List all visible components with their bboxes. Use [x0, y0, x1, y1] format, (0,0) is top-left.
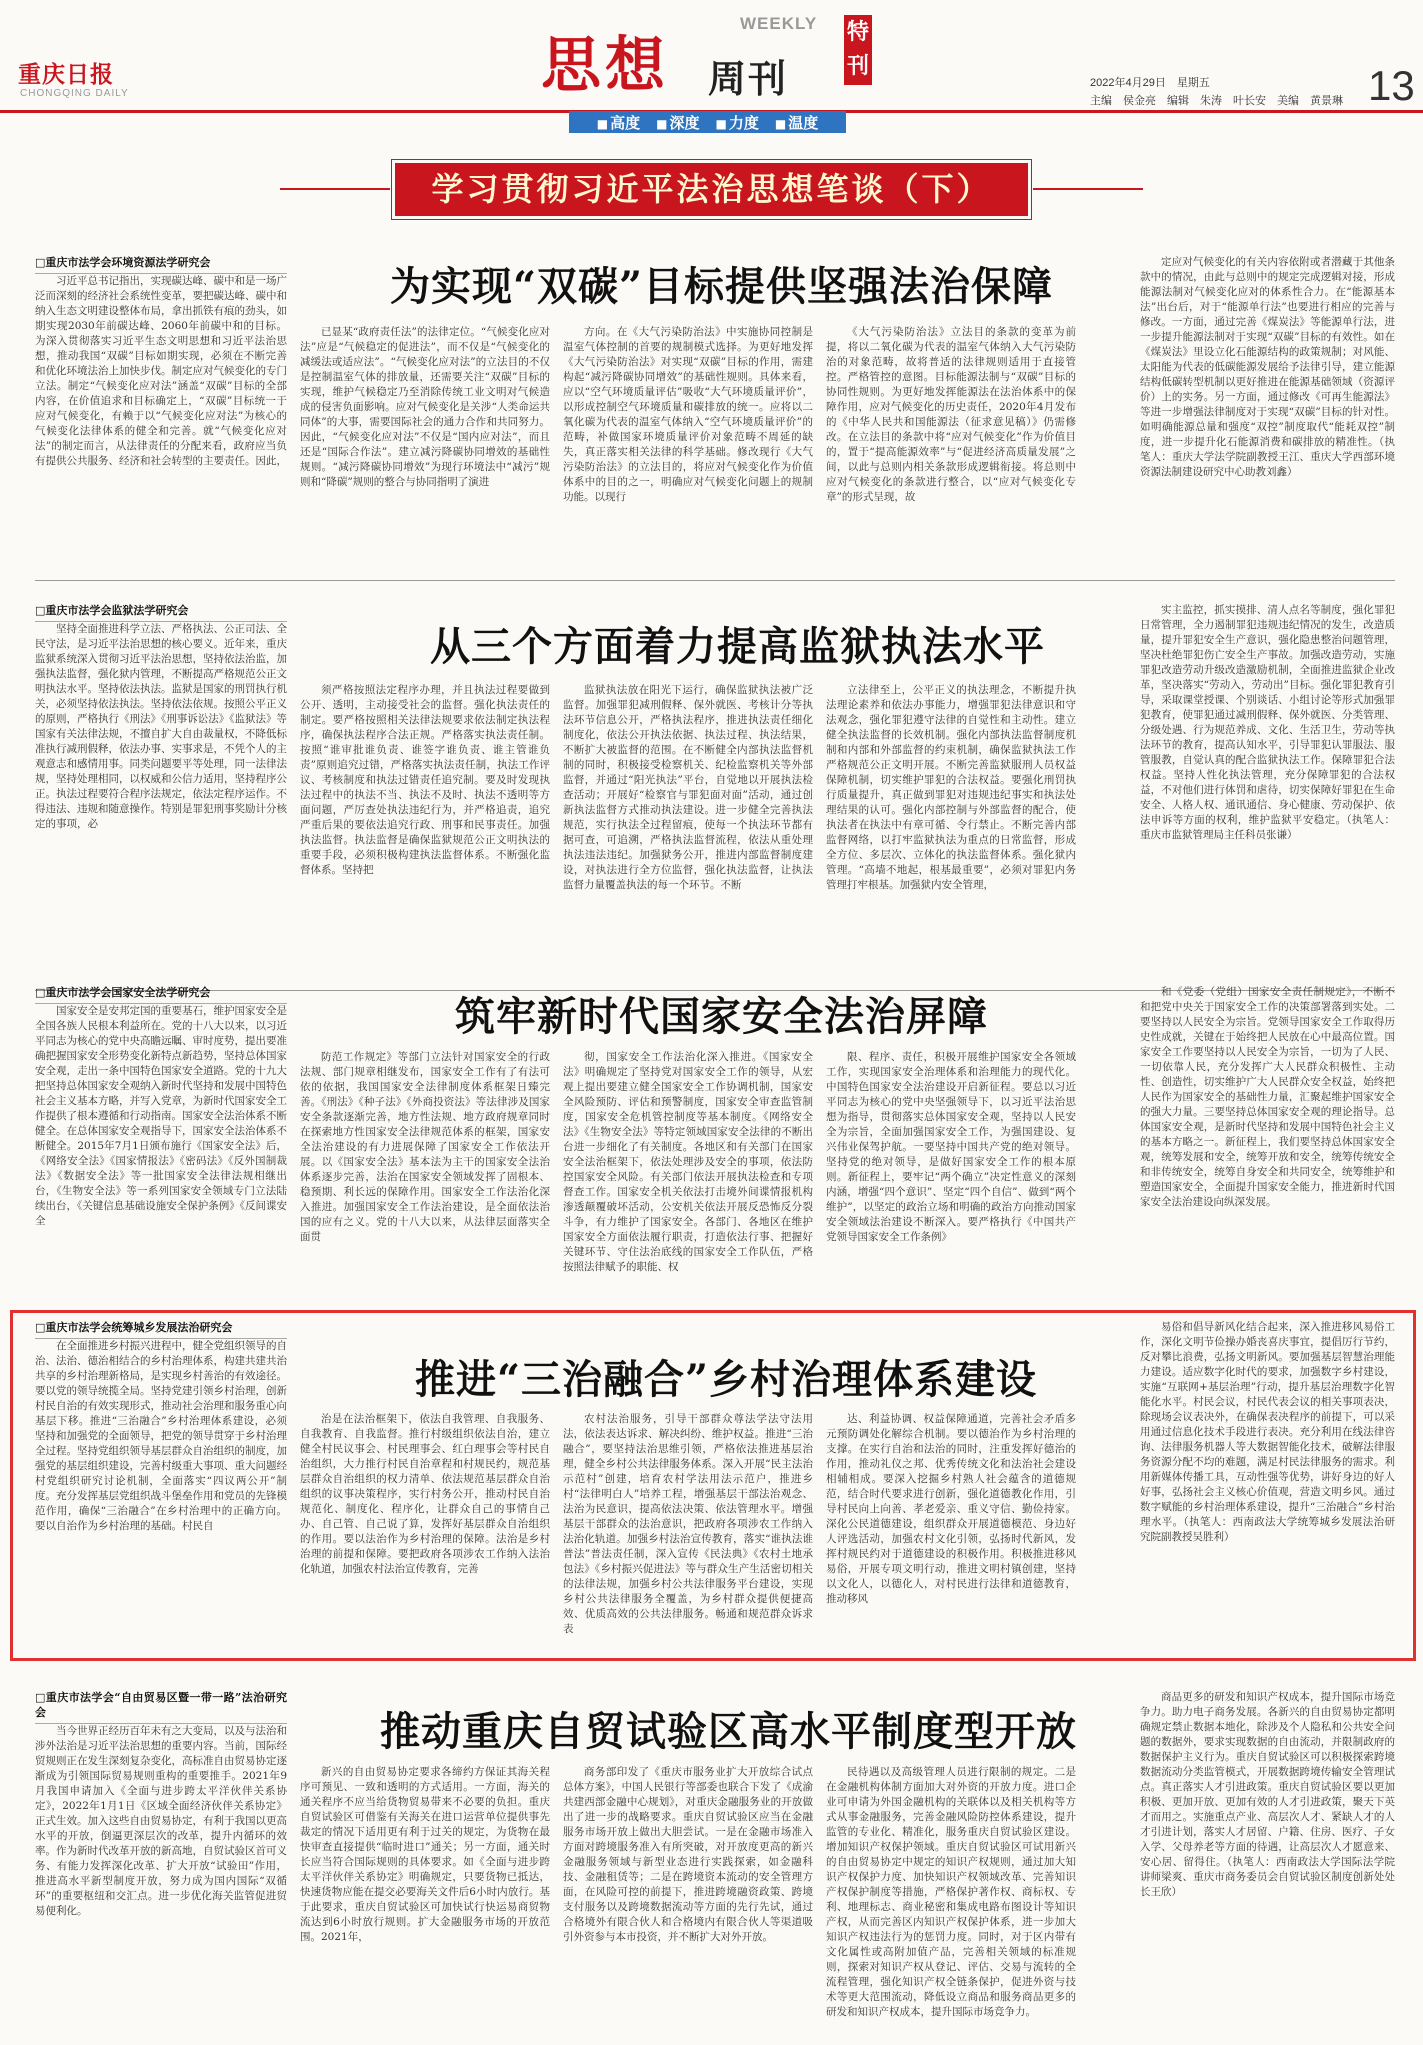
- article-column: [300, 325, 550, 543]
- article-text: 易俗和倡导新风化结合起来，深入推进移风易俗工作，深化文明节俭操办婚丧喜庆事宜，提倡厉行节约，反对攀比浪费，弘扬文明新风。要加强基层智慧治理能力建设。适应数字化时代的要求，加强数字乡村建设，实施“互联网+基层治理”行动，提升基层治理数字化智能化水平。村民会议，村民代表会议的相关事项表决，除现场会议表决外，在确保表决程序的前提下，可以采用通过信息化技术手段进行表决。充分利用在线法律咨询、法律服务机器人等大数据智能化技术，破解法律服务资源分配不均的难题，满足村民法律服务的需求。利用新媒体传播工具，互动性强等优势，讲好身边的好人好事，弘扬社会主义核心价值观，营造文明乡风。通过数字赋能的乡村治理体系建设，提升“三治融合”乡村治理水平。（执笔人：西南政法大学统筹城乡发展法治研究院副教授吴胜利）: [1140, 1321, 1395, 1543]
- article-text: 达、利益协调、权益保障通道，完善社会矛盾多元预防调处化解综合机制。要以德治作为乡村治理的支撑。在实行自治和法治的同时，注重发挥好德治的作用，推动礼仪之邦、优秀传统文化和法治社会建设相辅相成。要深入挖掘乡村熟人社会蕴含的道德规范，结合时代要求进行创新，强化道德教化作用，引导村民向上向善、孝老爱亲、重义守信、勤俭持家。深化公民道德建设，组织群众开展道德模范、身边好人评选活动，加强农村文化引领，弘扬时代新风，发挥村规民约对于道德建设的积极作用。积极推进移风易俗，开展专项文明行动，推进文明村镇创建，坚持以文化人，以德化人，对村民进行法律和道德教育，推动移风: [826, 1413, 1076, 1605]
- article-column: [563, 683, 813, 958]
- article-text: 国家安全是安邦定国的重要基石，维护国家安全是全国各族人民根本利益所在。党的十八大以来，以习近平同志为核心的党中央高瞻远瞩、审时度势，提出要准确把握国家安全形势变化新特点新趋势，坚持总体国家安全观，走出一条中国特色国家安全道路。党的十九大把坚持总体国家安全观纳入新时代坚持和发展中国特色社会主义基本方略，并写入党章，为新时代国家安全工作提供了根本遵循和行动指南。国家安全法治体系不断健全。在总体国家安全观指导下，国家安全法治体系不断健全。2015年7月1日颁布施行《国家安全法》后，《网络安全法》《国家情报法》《密码法》《反外国制裁法》《数据安全法》等一批国家安全法律法规相继出台，《生物安全法》等一系列国家安全领域专门立法陆续出台，《关键信息基础设施安全保护条例》《反间谍安全: [35, 1005, 287, 1227]
- newspaper-logo: 重庆日报: [18, 61, 114, 88]
- article-column: [300, 683, 550, 958]
- article-column: [300, 1412, 550, 1640]
- article-text: 实主监控，抓实摸排、清人点名等制度，强化罪犯日常管理，全力遏制罪犯违规违纪情况的发生，改造质量，提升罪犯安全生产意识，强化隐患整治问题管理，坚决杜绝罪犯伤亡安全生产事故。加强改造劳动，实施罪犯改造劳动升级改造激励机制，全面推进监狱企业改革，坚决落实“劳动入，劳动出”目标。强化罪犯教育引导，采取课堂授课、个别谈话、小组讨论等形式加强罪犯教育，使罪犯通过减刑假释、保外就医、分类管理、分级处遇、行为规范养成、文化、生活卫生，劳动等执法环节的教育，提高认知水平，引导罪犯认罪服法、服管服教，自觉认真的配合监狱执法工作。保障罪犯合法权益。坚持人性化执法管理，充分保障罪犯的合法权益，不对他们进行体罚和虐待，切实保障好罪犯在生命安全、人格人权、通讯通信、身心健康、劳动保护、依法申诉等方面的权利，维护监狱平安稳定。（执笔人：重庆市监狱管理局主任科员张谦）: [1140, 604, 1395, 841]
- banner-wing: [280, 188, 390, 190]
- article-text: 方向。在《大气污染防治法》中实施协同控制是温室气体控制的首要的规制模式选择。为更好地发挥《大气污染防治法》对实现“双碳”目标的作用，需建构起“减污降碳协同增效”的基础性规则。具体来看，应以“空气环境质量评估”吸收“大气环境质量评价”，以形成控制空气环境质量和碳排放的统一。应将以二氧化碳为代表的温室气体纳入“空气环境质量评价”的范畴，补做国家环境质量评价对象范畴不周延的缺失，真正落实相关法律的科学基础。修改现行《大气污染防治法》的立法目的，将应对气候变化作为价值体系中的目的之一，明确应对气候变化问题上的规制功能。以现行: [563, 326, 813, 503]
- article-text: 农村法治服务，引导干部群众尊法学法守法用法，依法表达诉求、解决纠纷、维护权益。推进“三治融合”，要坚持法治思维引领，严格依法推进基层治理，健全乡村公共法律服务体系。深入开展“民主法治示范村”创建，培育农村学法用法示范户，推进乡村“法律明白人”培养工程，增强基层干部法治观念、法治为民意识，提高依法决策、依法管理水平。增强基层干部群众的法治意识，把政府各项涉农工作纳入法治化轨道。加强乡村法治宣传教育，落实“谁执法谁普法”普法责任制，深入宣传《民法典》《农村土地承包法》《乡村振兴促进法》等与群众生产生活密切相关的法律法规，加强乡村公共法律服务平台建设，实现乡村公共法律服务全覆盖，为乡村群众提供便捷高效、优质高效的公共法律服务。畅通和规范群众诉求表: [563, 1413, 813, 1635]
- article-column: [35, 985, 287, 1290]
- editors-line: 主编 侯金亮 编辑 朱涛 叶长安 美编 黄景琳: [1090, 95, 1343, 107]
- section-divider: [35, 580, 1395, 581]
- article-column: [1140, 603, 1395, 958]
- article-text: 《大气污染防治法》立法目的条款的变革为前提，将以二氧化碳为代表的温室气体纳入大气污染防治的对象范畴，故将普适的法律规则适用于直接管控。严格管控的意图。目标能源法制与“双碳”目标的协同性规则。为更好地发挥能源法在法治体系中的保障作用，应对气候变化的历史责任，2020年4月发布的《中华人民共和国能源法（征求意见稿）》仍需修改。在立法目的条款中将“应对气候变化”作为价值目的，置于“提高能源效率”与“促进经济高质量发展”之间，以此与总则内相关条款形成逻辑衔接。将总则中应对气候变化的条款进行整合，以“应对气候变化专章”的形式呈现，故: [826, 326, 1076, 503]
- article-org: □重庆市法学会国家安全法学研究会: [35, 985, 287, 1004]
- article-text: 监狱执法放在阳光下运行，确保监狱执法被广泛监督。加强罪犯减刑假释、保外就医、考核计分等执法环节信息公开，严格执法程序，推进执法责任细化制度化，依法公开执法依据、执法过程、执法结果，不断扩大被监督的范围。在不断健全内部执法监督机制的同时，积极接受检察机关、纪检监察机关等外部监督，并通过“阳光执法”平台，自觉地以开展执法检查活动；开展好“检察官与罪犯面对面”活动，通过创新执法监督方式推动执法建设。进一步健全完善执法规范，实行执法全过程留痕，使每一个执法环节都有据可查，可追溯，严格执法监督流程，依法从重处理执法违法违纪。加强狱务公开，推进内部监督制度建设，对执法进行全方位监督，强化执法监督，让执法监督力量覆盖执法的每一个环节。不断: [563, 684, 813, 891]
- article-column: [1140, 1690, 1395, 2030]
- article-text: 当今世界正经历百年未有之大变局，以及与法治和涉外法治是习近平法治思想的重要内容。当前，国际经贸规则正在发生深刻复杂变化，高标准自由贸易协定逐渐成为引领国际贸易规则重构的重要推手。2021年9月我国申请加入《全面与进步跨太平洋伙伴关系协定》，2022年1月1日《区域全面经济伙伴关系协定》正式生效。加入这些自由贸易协定，有利于我国以更高水平的开放，倒逼更深层次的改革，提升内循环的效率。作为新时代改革开放的新高地，自贸试验区首可义务、有能力发挥深化改革、扩大开放“试验田”作用，推进高水平新型制度开放，努力成为国内国际“双循环”的重要枢纽和交汇点。进一步优化海关监管促进贸易便利化。: [35, 1725, 287, 1917]
- article-column: [300, 1765, 550, 2030]
- article-column: [826, 683, 1076, 958]
- article-text: 定应对气候变化的有关内容依附或者潜藏于其他条款中的情况，由此与总则中的规定完成逻辑对接，形成能源法制对气候变化应对的体系性合力。在“能源基本法”出台后，对于“能源单行法”也要进行相应的完善与修改。一方面，通过完善《煤炭法》等能源单行法，进一步提升能源法制对于实现“双碳”目标的有效性。如在《煤炭法》里设立化石能源结构的政策规制；对风能、太阳能为代表的低碳能源发展给予法律引导，建立能源结构低碳转型机制以更好推进在能源基础领域（资源评价）上的实务。另一方面，通过修改《可再生能源法》等进一步增强法律制度对于实现“双碳”目标的针对性。如明确能源总量和强度“双控”制度取代“能耗双控”制度，进一步提升化石能源消费和碳排放的精准性。（执笔人：重庆大学法学院副教授王江、重庆大学西部环境资源法制建设研究中心助教刘鑫）: [1140, 256, 1395, 478]
- issue-date: 2022年4月29日 星期五: [1090, 77, 1210, 89]
- series-banner: 学习贯彻习近平法治思想笔谈（下）: [395, 163, 1028, 216]
- article-column: [35, 603, 287, 958]
- article-headline: 推进“三治融合”乡村治理体系建设: [415, 1356, 1038, 1403]
- article-column: [300, 1050, 550, 1290]
- tag-bar: [569, 111, 846, 133]
- article-text: 限、程序、责任，积极开展维护国家安全各领域工作，实现国家安全治理体系和治理能力的现代化。中国特色国家安全法治建设开启新征程。要总以习近平同志为核心的党中央坚强领导下，以习近平法治思想为指导，贯彻落实总体国家安全观，坚持以人民安全为宗旨，全面加强国家安全工作，为强国建设、复兴伟业保驾护航。一要坚持中国共产党的绝对领导。坚持党的绝对领导，是做好国家安全工作的根本原则。新征程上，要牢记“两个确立”决定性意义的深刻内涵，增强“四个意识”、坚定“四个自信”、做到“两个维护”，以坚定的政治立场和明确的政治方向推动国家安全领域法治建设不断深入。要严格执行《中国共产党领导国家安全工作条例》: [826, 1051, 1076, 1243]
- article-column: [1140, 985, 1395, 1290]
- banner-wing: [1033, 188, 1143, 190]
- newspaper-logo-sub: CHONGQING DAILY: [20, 88, 129, 99]
- article-column: [826, 1050, 1076, 1290]
- tag-item: ■ 高度: [596, 113, 641, 132]
- article-text: 和《党委（党组）国家安全责任制规定》，不断不和把党中央关于国家安全工作的决策部署落到实处。二要坚持以人民安全为宗旨。党领导国家安全工作取得历史性成就，关键在于始终把人民放在心中最高位置。国家安全工作要坚持以人民安全为宗旨，一切为了人民、一切依靠人民，充分发挥广大人民群众积极性、主动性、创造性，切实维护广大人民群众安全权益，始终把人民作为国家安全的基础性力量，汇聚起维护国家安全的强大力量。三要坚持总体国家安全观的理论指导。总体国家安全观，是新时代坚持和发展中国特色社会主义的基本方略之一。新征程上，我们要坚持总体国家安全观，统筹发展和安全，统筹开放和安全，统筹传统安全和非传统安全，统筹自身安全和共同安全，统筹维护和塑造国家安全，全面提升国家安全能力，推进新时代国家安全法治建设向纵深发展。: [1140, 986, 1395, 1208]
- section-title-sub: 周刊: [708, 56, 789, 101]
- article-column: [563, 1765, 813, 2030]
- section-title: 思想: [541, 31, 669, 101]
- article-org: □重庆市法学会环境资源法学研究会: [35, 255, 287, 274]
- tag-item: ■ 深度: [656, 113, 700, 132]
- article-column: [563, 1412, 813, 1640]
- tag-item: ■ 力度: [715, 113, 759, 132]
- article-text: 商品更多的研发和知识产权成本，提升国际市场竞争力。助力电子商务发展。各新兴的自由贸易协定都明确规定禁止数据本地化，除涉及个人隐私和公共安全问题的数据外，要求实现数据的自由流动，并限制政府的数据保护主义行为。重庆自贸试验区可以积极探索跨境数据流动分类监管模式，开展数据跨境传输安全管理试点。真正落实人才引进政策。重庆自贸试验区要以更加积极、更加开放、更加有效的人才引进政策，聚天下英才而用之。实施重点产业、高层次人才、紧缺人才的人才引进计划，落实人才居留、户籍、住房、医疗、子女入学、父母养老等方面的待遇，让高层次人才愿意来、安心居、留得住。（执笔人：西南政法大学国际法学院讲师梁爽、重庆市商务委员会自贸试验区制度创新处处长王欣）: [1140, 1691, 1395, 1898]
- article-text: 防范工作规定》等部门立法针对国家安全的行政法规、部门规章相继发布，国家安全工作有了有法可依的依据，我国国家安全法律制度体系框架日臻完善。《刑法》《种子法》《外商投资法》等法律涉及国家安全条款逐渐完善，地方性法规、地方政府规章同时在探索地方性国家安全法律规范体系的框架，国家安全法治建设的有力进展保障了国家安全工作依法开展。以《国家安全法》基本法为主干的国家安全法治体系逐步完善，法治在国家安全领域发挥了固根本、稳预期、利长远的保障作用。国家安全工作法治化深入推进。加强国家安全工作法治建设，是全面依法治国的应有之义。党的十八大以来，从法律层面落实全面贯: [300, 1051, 550, 1243]
- article-text: 商务部印发了《重庆市服务业扩大开放综合试点总体方案》，中国人民银行等部委也联合下发了《成渝共建西部金融中心规划》，对重庆金融服务业的开放做出了进一步的战略要求。重庆自贸试验区应当在金融服务市场开放上做出大胆尝试。一是在金融市场准入方面对跨境服务准入有所突破，对开放度更高的新兴金融服务领域与新型业态进行实践探索，如金融科技、金融租赁等；二是在跨境资本流动的安全管理方面，在风险可控的前提下，推进跨境融资政策、跨境支付服务以及跨境数据流动等方面的先行先试，通过合格境外有限合伙人和合格境内有限合伙人等渠道吸引外资参与本市投资，并不断扩大对外开放。: [563, 1766, 813, 1943]
- article-text: 新兴的自由贸易协定要求各缔约方保证其海关程序可预见、一致和透明的方式适用。一方面，海关的通关程序不应当给货物贸易带来不必要的负担。重庆自贸试验区可借鉴有关海关在进口运营单位提供事先裁定的情况下适用更有利于过关的规定，为货物在最快审查直接提供“临时进口”通关；另一方面，通关时长应当符合国际规则的具体要求。如《全面与进步跨太平洋伙伴关系协定》明确规定，只要货物已抵达，快速货物应能在提交必要海关文件后6小时内放行。基于此要求，重庆自贸试验区可加快试行快运易商贸物流达到6小时放行规则。扩大金融服务市场的开放范围。2021年，: [300, 1766, 550, 1943]
- article-text: 已显某“政府责任法”的法律定位。“气候变化应对法”应是“气候稳定的促进法”，而不仅是“气候变化的减缓法或适应法”。“气候变化应对法”的立法目的不仅是控制温室气体的排放量，还需要关注“双碳”目标的实现，维护气候稳定乃至消除传统工业文明对气候造成的侵害负面影响。应对气候变化是关涉“人类命运共同体”的大事，需要国际社会的通力合作和共同努力。因此，“气候变化应对法”不仅是“国内应对法”，而且还是“国际合作法”。建立减污降碳协同增效的基础性规则。“减污降碳协同增效”为现行环境法中“减污”规则和“降碳”规则的整合与协同指明了演进: [300, 326, 550, 488]
- article-text: 立法律至上，公平正义的执法理念，不断提升执法理论素养和依法办事能力，增强罪犯法律意识和守法观念，强化罪犯遵守法律的自觉性和主动性。建立健全执法监督的长效机制。强化内部执法监督制度机制和内部和外部监督的约束机制，确保监狱执法工作严格规范公正文明开展。不断完善监狱服刑人员权益保障机制，切实维护罪犯的合法权益。要强化刑罚执行质量提升，真正做到罪犯对违规违纪事实和执法处理结果的认可。强化内部控制与外部监督的配合，使执法者在执法中有章可循、令行禁止。不断完善内部监督网络，以打牢监狱执法为重点的日常监督，形成全方位、多层次、立体化的执法监督体系。强化狱内管理。“高墙不地起，根基最重要”，必须对罪犯内务管理打牢根基。加强狱内安全管理，: [826, 684, 1076, 891]
- article-text: 须严格按照法定程序办理，并且执法过程要做到公开、透明，主动接受社会的监督。强化执法责任的制定。要严格按照相关法律法规要求依法制定执法程序，确保执法程序合法正规。严格落实执法责任制。按照“谁审批谁负责、谁签字谁负责、谁主管谁负责”原则追究过错，严格落实执法责任制，执法工作评议、考核制度和执法过错责任追究制。要及时发现执法过程中的执法不当、执法不及时、执法不透明等方面问题，严厉查处执法违纪行为，并严格追责，追究严重后果的要依法追究行政、刑事和民事责任。加强执法监督。执法监督是确保监狱规范公正文明执法的重要手段，必须积极构建执法监督体系。不断强化监督体系。坚持把: [300, 684, 550, 876]
- article-column: [1140, 255, 1395, 543]
- article-text: 彻，国家安全工作法治化深入推进。《国家安全法》明确规定了坚持党对国家安全工作的领导，从宏观上提出要建立健全国家安全工作协调机制，国家安全风险预防、评估和预警制度，国家安全审查监管制度，国家安全危机管控制度等基本制度。《网络安全法》《生物安全法》等特定领域国家安全法律的不断出台进一步细化了有关制度。各地区和有关部门在国家安全法治框架下，依法处理涉及安全的事项，依法防控国家安全风险。有关部门依法开展执法检查和专项督查工作。国家安全机关依法打击境外间谍情报机构渗透颠覆破坏活动，公安机关依法开展反恐怖反分裂斗争，有力维护了国家安全。各部门、各地区在维护国家安全方面依法履行职责，打造依法行事、把握好关键环节、守住法治底线的国家安全工作队伍，严格按照法律赋予的职能、权: [563, 1051, 813, 1273]
- article-column: [563, 1050, 813, 1290]
- weekly-label: WEEKLY: [740, 14, 818, 33]
- article-text: 习近平总书记指出，实现碳达峰、碳中和是一场广泛而深刻的经济社会系统性变革，要把碳达峰、碳中和纳入生态文明建设整体布局，拿出抓铁有痕的劲头，如期实现2030年前碳达峰、2060年前碳中和的目标。为深入贯彻落实习近平生态文明思想和习近平法治思想，推动我国“双碳”目标如期实现，必须在不断完善和优化环境法治上加快步伐。制定应对气候变化的专门立法。制定“气候变化应对法”涵盖“双碳”目标的全部内容，在价值追求和目标确定上，“双碳”目标统一于应对气候变化，有赖于以“气候变化应对法”为核心的气候变化法律体系的健全和完善。就“气候变化应对法”的制定而言，从法律责任的分配来看，政府应当负有提供公共服务、经济和社会转型的主要责任。因此，: [35, 275, 287, 467]
- article-headline: 筑牢新时代国家安全法治屏障: [455, 993, 988, 1040]
- article-headline: 推动重庆自贸试验区高水平制度型开放: [380, 1708, 1077, 1755]
- article-headline: 为实现“双碳”目标提供坚强法治保障: [390, 263, 1054, 310]
- page-number: 13: [1368, 62, 1415, 109]
- article-column: [826, 1412, 1076, 1640]
- article-text: 坚持全面推进科学立法、严格执法、公正司法、全民守法，是习近平法治思想的核心要义。近年来，重庆监狱系统深入贯彻习近平法治思想，坚持依法治监，加强执法监督，强化狱内管理，不断提高严格规范公正文明执法水平。坚持依法执法。监狱是国家的刑罚执行机关，必须坚持依法执法。坚持依法依规。按照公平正义的原则，严格执行《刑法》《刑事诉讼法》《监狱法》等国家有关法律法规，不擅自扩大自由裁量权，不降低标准执行减刑假释，依法办事、实事求是，不凭个人的主观意志和感情用事。同类问题要平等处理，同一法律法规，坚持处理相同，以权威和公信力适用，坚持程序公正。执法过程要符合程序法规定，依法定程序运作。不得违法、违规和随意操作。特别是罪犯刑事奖励计分核定的事项，必: [35, 623, 287, 830]
- article-text: 在全面推进乡村振兴进程中，健全党组织领导的自治、法治、德治相结合的乡村治理体系，构建共建共治共享的乡村治理新格局，是实现乡村善治的有效途径。要以党的领导统揽全局。坚持党建引领乡村治理，创新村民自治的有效实现形式，推动社会治理和服务重心向基层下移。推进“三治融合”乡村治理体系建设，必须坚持和加强党的全面领导，把党的领导贯穿于乡村治理全过程。坚持党组织领导基层群众自治组织的制度，加强党的基层组织建设，完善村级重大事项、重大问题经村党组织研究讨论机制，全面落实“四议两公开”制度。充分发挥基层党组织战斗堡垒作用和党员的先锋模范作用，确保“三治融合”在乡村治理中的正确方向。要以自治作为乡村治理的基础。村民自: [35, 1340, 287, 1532]
- article-column: [35, 255, 287, 543]
- article-org: □重庆市法学会统筹城乡发展法治研究会: [35, 1320, 287, 1339]
- article-text: 民待遇以及高级管理人员进行限制的规定。二是在金融机构体制方面加大对外资的开放力度。进口企业可申请为外国金融机构的关联体以及相关机构等方式从事金融服务，完善金融风险防控体系建设，提升监管的专业化、精准化，服务重庆自贸试验区建设。增加知识产权保护领域。重庆自贸试验区可试用新兴的自由贸易协定中规定的知识产权规则，通过加大知识产权保护力度、加快知识产权领域改革、完善知识产权保护制度等措施，严格保护著作权、商标权、专利、地理标志、商业秘密和集成电路布图设计等知识产权，从而完善区内知识产权保护体系，进一步加大知识产权违法行为的惩罚力度。同时，对于区内带有文化属性或高附加值产品，完善相关领域的标准规则，探索对知识产权从登记、评估、交易与流转的全流程管理，强化知识产权全链条保护，促进外资与技术等更大范围流动，降低设立商品和服务商品更多的研发和知识产权成本，提升国际市场竞争力。: [826, 1766, 1076, 2018]
- article-headline: 从三个方面着力提高监狱执法水平: [430, 623, 1045, 670]
- article-column: [826, 1765, 1076, 2030]
- article-org: □重庆市法学会“自由贸易区暨一带一路”法治研究会: [35, 1690, 287, 1724]
- article-column: [826, 325, 1076, 543]
- article-column: [1140, 1320, 1395, 1640]
- article-column: [563, 325, 813, 543]
- special-edition-badge: 特刊: [844, 15, 872, 85]
- article-text: 治是在法治框架下，依法自我管理、自我服务、自我教育、自我监督。推行村级组织依法自治，建立健全村民议事会、村民理事会、红白理事会等村民自治组织，大力推行村民自治章程和村规民约，规范基层群众自治组织的权力清单、依法规范基层群众自治组织的议事决策程序，实行村务公开，推动村民自治规范化、制度化、程序化，让群众自己的事情自己办、自己管、自己说了算，发挥好基层群众自治组织的作用。要以法治作为乡村治理的保障。法治是乡村治理的前提和保障。要把政府各项涉农工作纳入法治化轨道，加强农村法治宣传教育，完善: [300, 1413, 550, 1575]
- article-column: [35, 1690, 287, 2030]
- tag-item: ■ 温度: [774, 113, 819, 132]
- article-org: □重庆市法学会监狱法学研究会: [35, 603, 287, 622]
- article-column: [35, 1320, 287, 1640]
